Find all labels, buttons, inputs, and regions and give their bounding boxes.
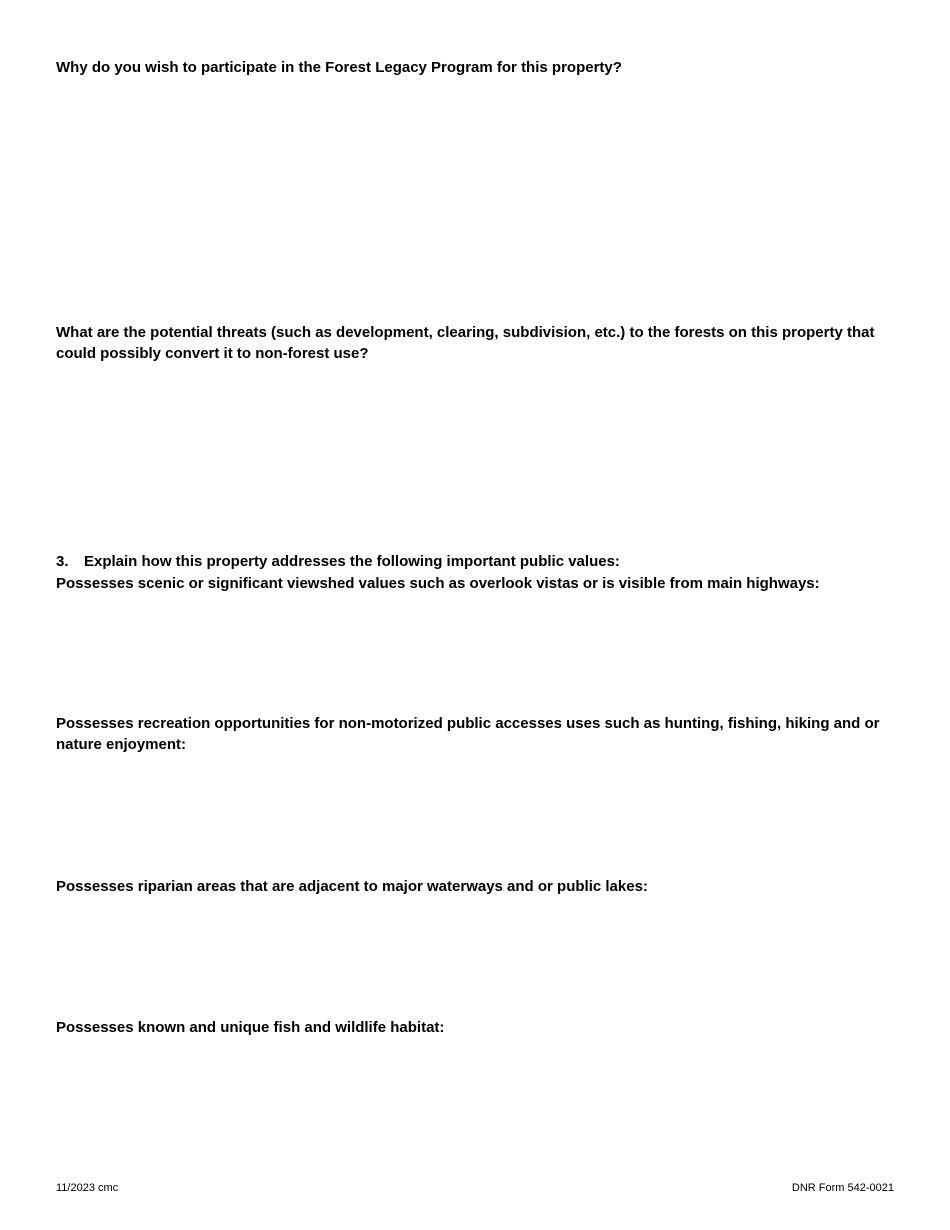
- answer-scenic[interactable]: [56, 598, 896, 708]
- section-3-number: 3.: [56, 553, 69, 570]
- question-why-participate: Why do you wish to participate in the Forest Legacy Program for this property?: [56, 59, 622, 76]
- answer-threats[interactable]: [56, 370, 896, 545]
- answer-recreation[interactable]: [56, 760, 896, 872]
- question-scenic: Possesses scenic or significant viewshed values such as overlook vistas or is visible from main highways:: [56, 575, 820, 592]
- answer-habitat[interactable]: [56, 1043, 896, 1173]
- footer-form-number: DNR Form 542-0021: [791, 1182, 894, 1194]
- answer-why-participate[interactable]: [56, 84, 896, 314]
- section-3-heading-text: Explain how this property addresses the following important public values:: [84, 553, 620, 570]
- question-recreation: Possesses recreation opportunities for non-motorized public accesses uses such as hunting, fishing, hiking and or nature enjoyment:: [56, 715, 880, 753]
- question-habitat: Possesses known and unique fish and wildlife habitat:: [56, 1019, 445, 1036]
- answer-riparian[interactable]: [56, 902, 896, 1012]
- question-riparian: Possesses riparian areas that are adjacent to major waterways and or public lakes:: [56, 878, 648, 895]
- section-3-heading: [56, 551, 896, 572]
- footer-revision-date: 11/2023 cmc: [56, 1182, 119, 1194]
- question-threats: What are the potential threats (such as development, clearing, subdivision, etc.) to the forests on this property that could possibly convert it to non-forest use?: [56, 324, 875, 362]
